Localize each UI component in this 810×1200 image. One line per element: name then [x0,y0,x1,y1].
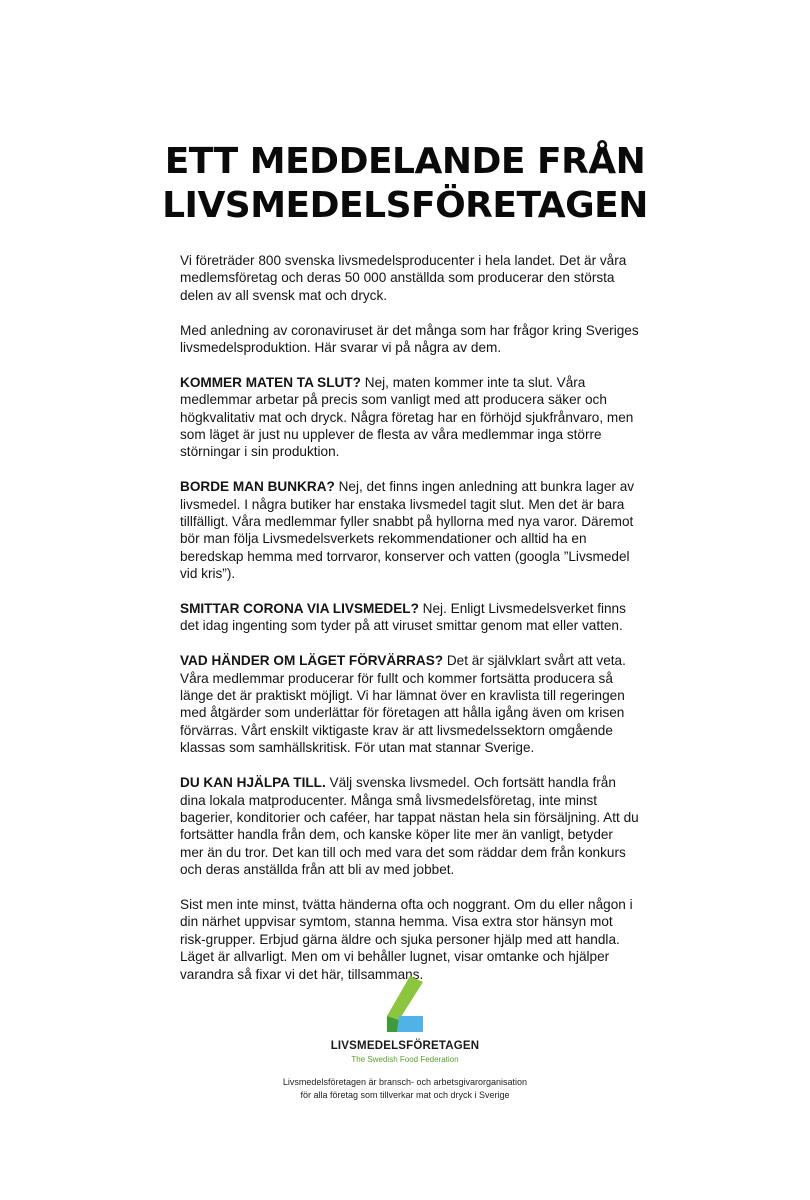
paragraph-lead: KOMMER MATEN TA SLUT? [180,374,361,390]
paragraph [180,896,640,983]
paragraph [180,774,640,878]
paragraph-text: Med anledning av coronaviruset är det många som har frågor kring Sveriges livsmedelsproduktion. Här svarar vi på några av dem. [180,322,639,356]
paragraph [180,478,640,582]
tagline-line-1: Livsmedelsföretagen är bransch- och arbetsgivarorganisation [282,1077,528,1087]
headline-line-1: ETT MEDDELANDE FRÅN [164,141,646,182]
paragraph-text: Vi företräder 800 svenska livsmedelsproducenter i hela landet. Det är våra medlemsföretag och deras 50 000 anställda som producerar den största delen av all svensk mat och dryck. [180,253,627,303]
brand-name: LIVSMEDELSFÖRETAGEN [330,1040,480,1052]
paragraph-text: Det är självklart svårt att veta. Våra medlemmar producerar för fullt och kommer fortsätta producera så länge det är praktiskt möjligt. Vi har lämnat över en kravlista till regeringen med åtgärder som underlättar för företagen att hålla igång även om krisen förvärras. Vårt enskilt viktigaste krav är att livsmedelssektorn omgående klassas som samhällskritisk. För utan mat stannar Sverige. [180,653,626,756]
paragraph-text: Sist men inte minst, tvätta händerna ofta och noggrant. Om du eller någon i din närhet uppvisar symtom, stanna hemma. Visa extra stor hänsyn mot risk-grupper. Erbjud gärna äldre och sjuka personer hjälp med att handla. Läget är allvarligt. Men om vi behåller lugnet, visar omtanke och hjälper varandra så fixar vi det här, tillsammans. [180,896,633,982]
headline [0,140,810,228]
paragraph [180,374,640,461]
paragraph [180,600,640,635]
brand-tagline [0,1076,810,1102]
logo-blue-shape [397,1016,423,1032]
tagline-line-2: för alla företag som tillverkar mat och dryck i Sverige [300,1090,510,1100]
body-text [180,252,640,1000]
paragraph-lead: DU KAN HJÄLPA TILL. [180,775,326,791]
paragraph-lead: BORDE MAN BUNKRA? [180,479,335,495]
brand-subtitle: The Swedish Food Federation [351,1055,459,1064]
paragraph [180,652,640,756]
paragraph-lead: VAD HÄNDER OM LÄGET FÖRVÄRRAS? [180,653,444,669]
headline-line-2: LIVSMEDELSFÖRETAGEN [162,185,648,226]
logo-green-stroke [387,976,423,1020]
paragraph-text: Nej, det finns ingen anledning att bunkra lager av livsmedel. I några butiker har enstaka livsmedel tagit slut. Men det är bara tillfälligt. Våra medlemmar fyller snabbt på hyllorna med nya varor. Däremot bör man följa Livsmedelsverkets rekommendationer och alltid ha en beredskap hemma med torrvaror, konserver och vatten (googla ”Livsmedel vid kris”). [180,479,635,582]
livsmedelsforetagen-logo-icon [385,976,427,1036]
paragraph [180,322,640,357]
paragraph-text: Välj svenska livsmedel. Och fortsätt handla från dina lokala matproducenter. Många små livsmedelsföretag, inte minst bagerier, konditorier och caféer, har tappat nästan hela sin försäljning. Att du fortsätter handla från dem, och kanske köper lite mer än vanligt, betyder mer än du tror. Det kan till och med vara det som räddar dem från konkurs och deras anställda från att bli av med jobbet. [180,775,639,878]
paragraph [180,252,640,304]
paragraph-text: Nej. Enligt Livsmedelsverket finns det idag ingenting som tyder på att viruset smittar genom mat eller vatten. [180,601,626,634]
paragraph-lead: SMITTAR CORONA VIA LIVSMEDEL? [180,601,419,617]
paragraph-text: Nej, maten kommer inte ta slut. Våra medlemmar arbetar på precis som vanligt med att producera säker och högkvalitativ mat och dryck. Några företag har en förhöjd sjukfrånvaro, men som läget är just nu upplever de flesta av våra medlemmar inga större störningar i sin produktion. [180,374,634,460]
